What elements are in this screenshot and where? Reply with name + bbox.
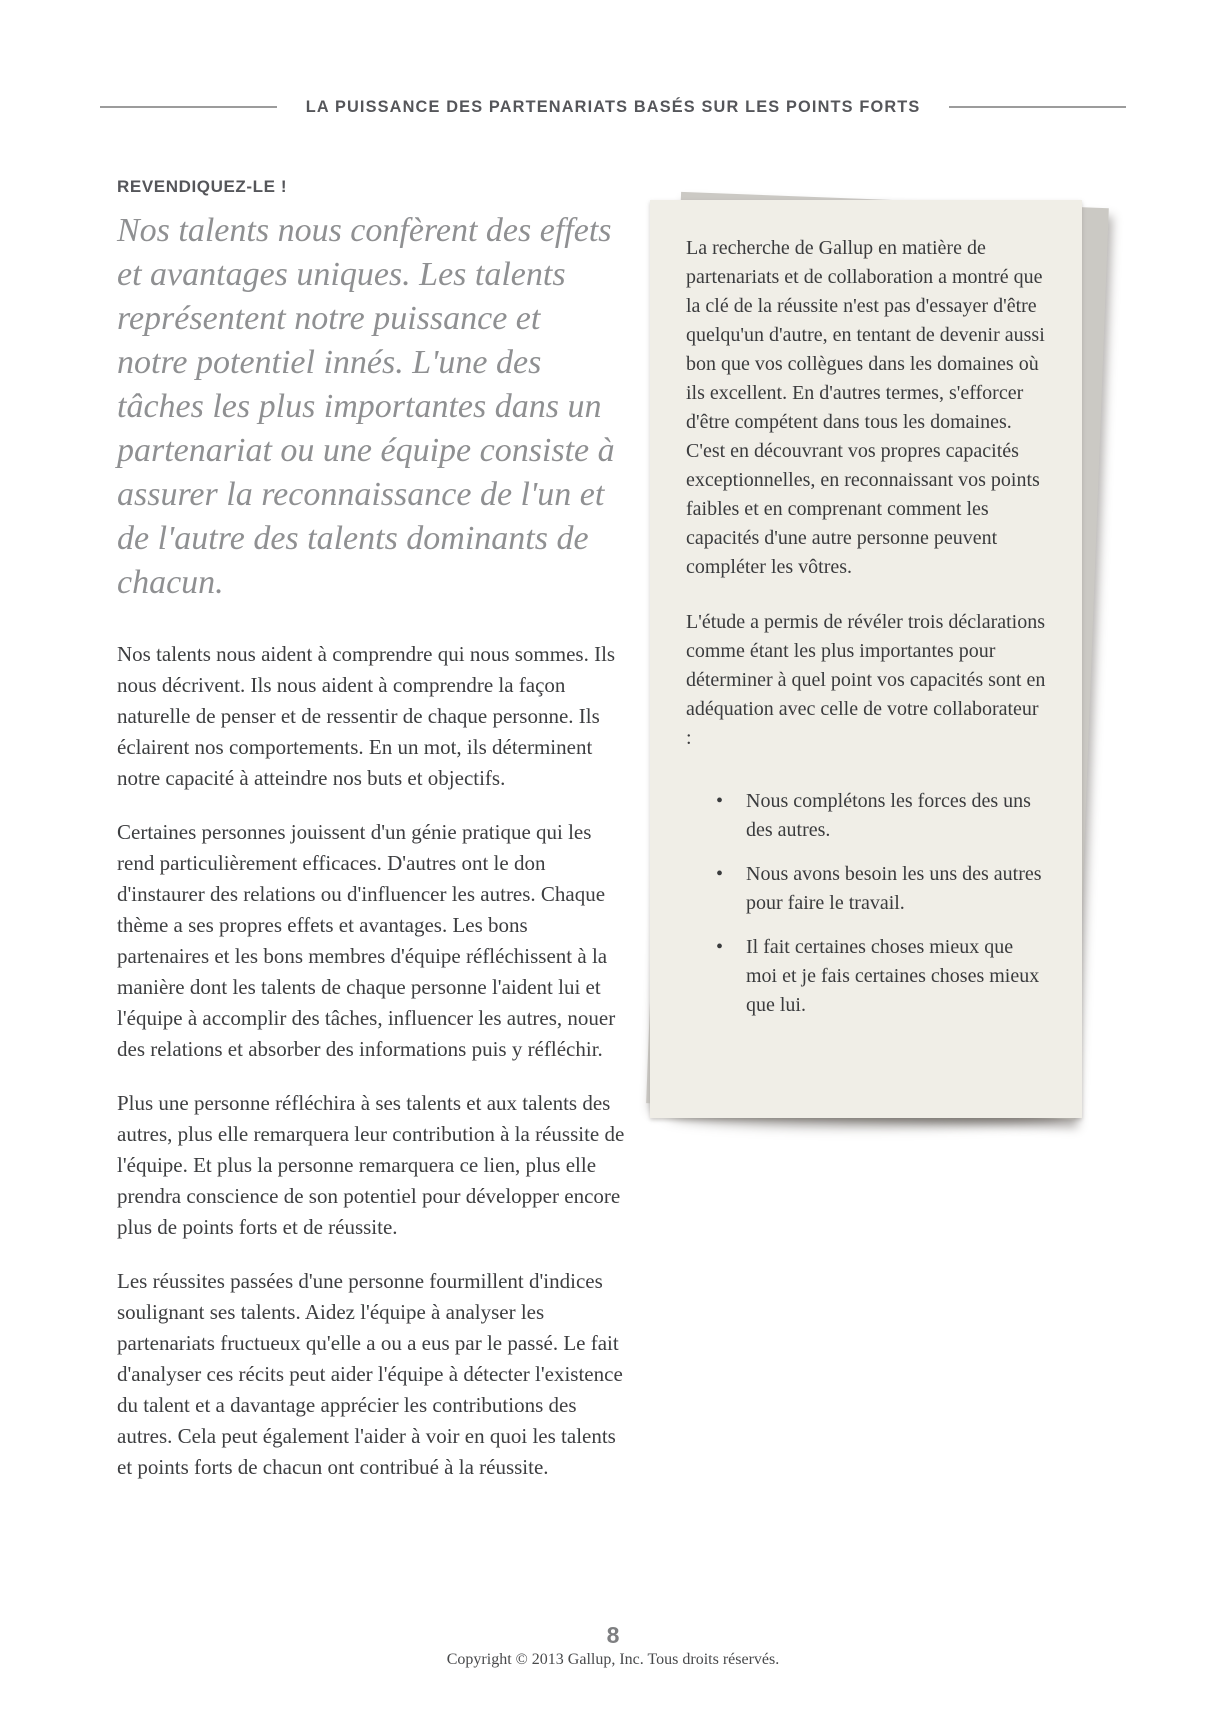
header-rule-right — [949, 106, 1126, 108]
list-item — [716, 787, 1046, 845]
page-header — [100, 97, 1126, 117]
note-paragraph: La recherche de Gallup en matière de partenariats et de collaboration a montré que la clé de la réussite n'est pas d'essayer d'être quelqu'un d'autre, en tentant de devenir aussi bon que vos collègues dans les domaines où ils excellent. En d'autres termes, s'efforcer d'être compétent dans tous les domaines. C'est en découvrant vos propres capacités exceptionnelles, en reconnaissant vos points faibles et en comprenant comment les capacités d'une autre personne peuvent compléter les vôtres. — [686, 237, 1045, 578]
page-footer — [0, 1622, 1226, 1669]
body-paragraph: Certaines personnes jouissent d'un génie pratique qui les rend particulièrement efficaces. D'autres ont le don d'instaurer des relations ou d'influencer les autres. Chaque thème a ses propres effets et avantages. Les bons partenaires et les bons membres d'équipe réfléchissent à la manière dont les talents de chaque personne l'aident lui et l'équipe à accomplir des tâches, influencer les autres, nouer des relations et absorber des informations puis y réfléchir. — [117, 820, 616, 1061]
note-paper — [650, 200, 1082, 1118]
main-column — [117, 177, 625, 1506]
section-heading: REVENDIQUEZ-LE ! — [117, 177, 288, 196]
header-rule-left — [100, 106, 277, 108]
list-item — [716, 933, 1046, 1020]
bullet-icon: • — [716, 863, 724, 885]
sidebar-note — [650, 200, 1082, 1118]
bullet-text: Il fait certaines choses mieux que moi et je fais certaines choses mieux que lui. — [746, 936, 1040, 1016]
note-paragraph: L'étude a permis de révéler trois déclarations comme étant les plus importantes pour déterminer à quel point vos capacités sont en adéquation avec celle de votre collaborateur : — [686, 611, 1046, 749]
bullet-icon: • — [716, 790, 724, 812]
bullet-icon: • — [716, 936, 724, 958]
copyright-text: Copyright © 2013 Gallup, Inc. Tous droits réservés. — [446, 1651, 780, 1668]
bullet-text: Nous complétons les forces des uns des autres. — [746, 790, 1031, 841]
list-item — [716, 860, 1046, 918]
page-number: 8 — [606, 1622, 620, 1648]
page-title: LA PUISSANCE DES PARTENARIATS BASÉS SUR LES POINTS FORTS — [305, 97, 921, 116]
bullet-text: Nous avons besoin les uns des autres pour faire le travail. — [746, 863, 1042, 914]
body-paragraph: Nos talents nous aident à comprendre qui nous sommes. Ils nous décrivent. Ils nous aident à comprendre la façon naturelle de penser et de ressentir de chaque personne. Ils éclairent nos comportements. En un mot, ils déterminent notre capacité à atteindre nos buts et objectifs. — [117, 642, 616, 790]
body-paragraph: Plus une personne réfléchira à ses talents et aux talents des autres, plus elle remarquera leur contribution à la réussite de l'équipe. Et plus la personne remarquera ce lien, plus elle prendra conscience de son potentiel pour développer encore plus de points forts et de réussite. — [117, 1091, 625, 1239]
body-paragraph: Les réussites passées d'une personne fourmillent d'indices soulignant ses talents. Aidez l'équipe à analyser les partenariats fructueux qu'elle a ou a eus par le passé. Le fait d'analyser ces récits peut aider l'équipe à détecter l'existence du talent et a davantage apprécier les contributions des autres. Cela peut également l'aider à voir en quoi les talents et points forts de chacun ont contribué à la réussite. — [117, 1269, 623, 1479]
pull-quote: Nos talents nous confèrent des effets et avantages uniques. Les talents représentent notre puissance et notre potentiel innés. L'une des tâches les plus importantes dans un partenariat ou une équipe consiste à assurer la reconnaissance de l'un et de l'autre des talents dominants de chacun. — [117, 212, 615, 601]
bullet-list — [716, 787, 1046, 1020]
